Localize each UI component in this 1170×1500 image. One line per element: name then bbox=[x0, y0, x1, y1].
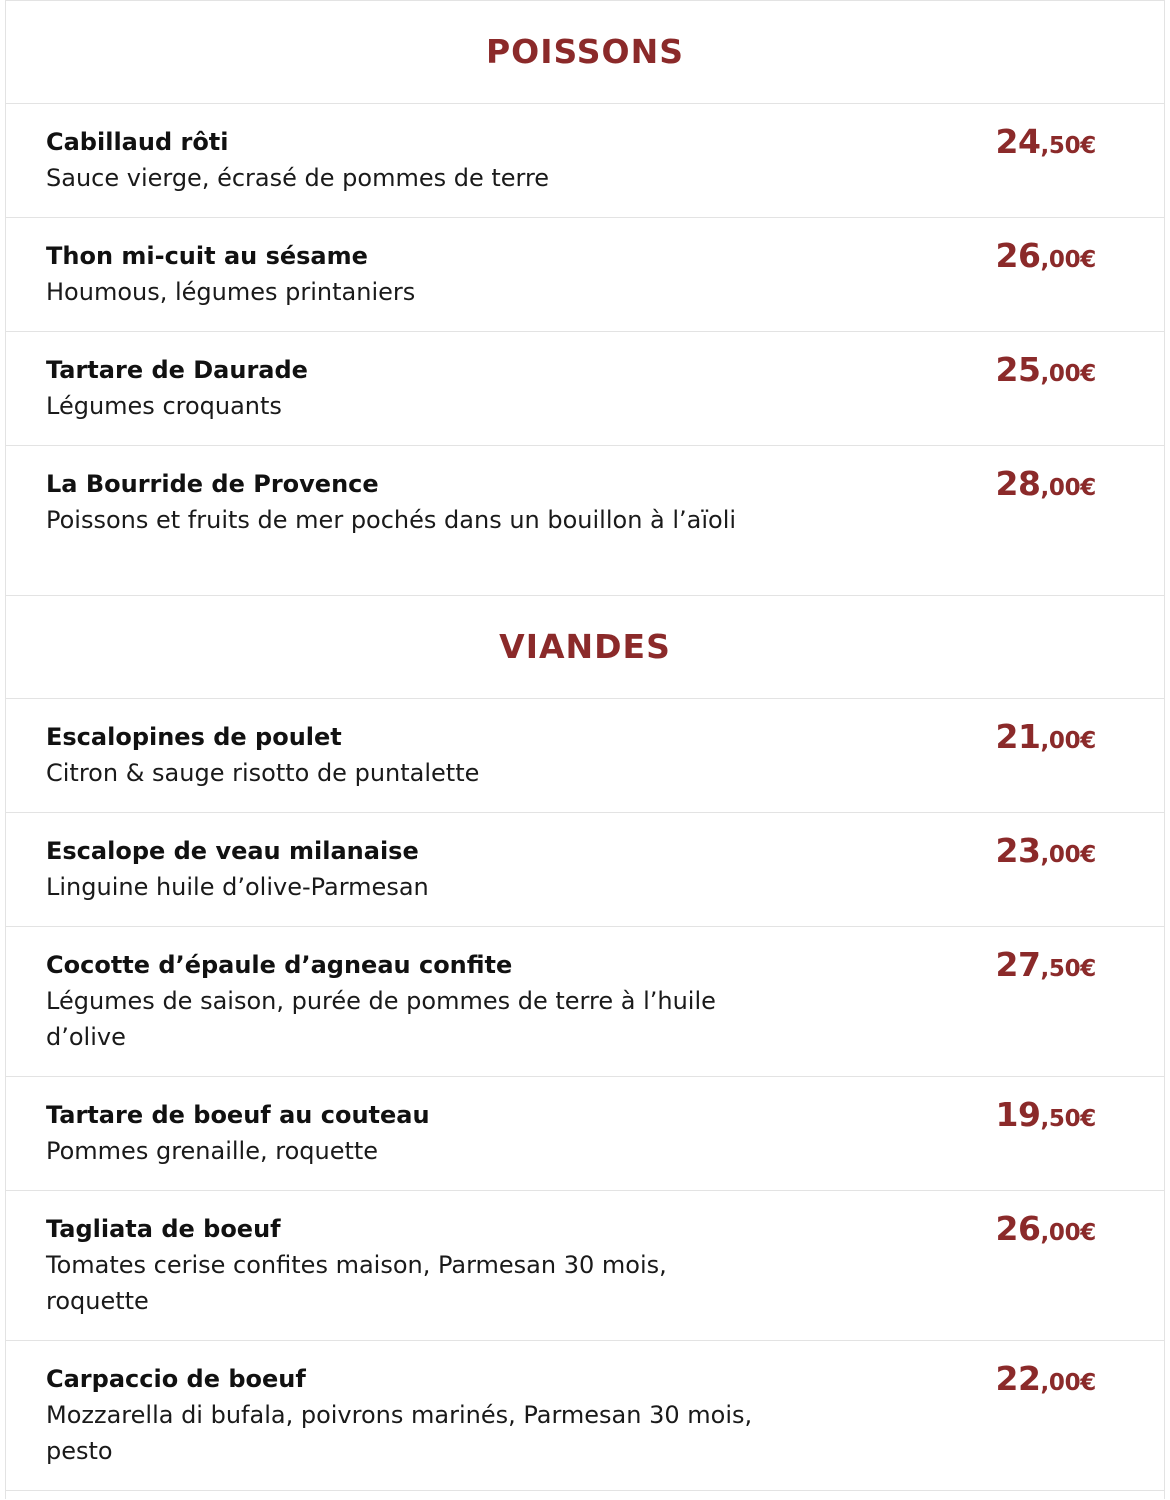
section-title: POISSONS bbox=[485, 31, 684, 71]
price-decimal: ,50€ bbox=[1040, 956, 1096, 982]
item-description: Sauce vierge, écrasé de pommes de terre bbox=[46, 164, 550, 192]
item-price bbox=[996, 1209, 1097, 1248]
price-decimal: ,00€ bbox=[1040, 361, 1096, 387]
item-name: Carpaccio de boeuf bbox=[46, 1365, 306, 1393]
item-price bbox=[996, 717, 1097, 756]
item-name: Tartare de boeuf au couteau bbox=[46, 1101, 430, 1129]
section-header-viandes bbox=[6, 596, 1164, 699]
price-decimal: ,00€ bbox=[1040, 1370, 1096, 1396]
item-name: Tagliata de boeuf bbox=[46, 1215, 281, 1243]
item-name: Escalope de veau milanaise bbox=[46, 837, 419, 865]
price-integer: 28 bbox=[995, 464, 1041, 503]
price-integer: 19 bbox=[995, 1095, 1041, 1134]
price-decimal: ,50€ bbox=[1040, 1106, 1096, 1132]
item-price bbox=[996, 350, 1097, 389]
item-description: Houmous, légumes printaniers bbox=[46, 278, 416, 306]
menu-item bbox=[6, 104, 1164, 218]
item-name: Thon mi-cuit au sésame bbox=[46, 242, 368, 270]
item-description: Linguine huile d’olive-Parmesan bbox=[46, 873, 429, 901]
item-description: Pommes grenaille, roquette bbox=[46, 1137, 379, 1165]
menu-item bbox=[6, 218, 1164, 332]
price-integer: 27 bbox=[995, 945, 1041, 984]
menu-item bbox=[6, 1077, 1164, 1191]
menu-item bbox=[6, 332, 1164, 446]
price-integer: 24 bbox=[995, 122, 1041, 161]
price-integer: 21 bbox=[995, 717, 1041, 756]
price-integer: 22 bbox=[995, 1359, 1041, 1398]
price-decimal: ,00€ bbox=[1040, 475, 1096, 501]
item-name: Tartare de Daurade bbox=[46, 356, 308, 384]
item-name: La Bourride de Provence bbox=[46, 470, 379, 498]
menu-bottom-spacer bbox=[6, 1491, 1164, 1499]
item-price bbox=[996, 1095, 1097, 1134]
price-decimal: ,00€ bbox=[1040, 842, 1096, 868]
price-integer: 23 bbox=[995, 831, 1041, 870]
item-name: Escalopines de poulet bbox=[46, 723, 342, 751]
menu-item bbox=[6, 446, 1164, 596]
price-integer: 25 bbox=[995, 350, 1041, 389]
price-decimal: ,00€ bbox=[1040, 247, 1096, 273]
section-title: VIANDES bbox=[499, 626, 671, 666]
menu-item bbox=[6, 927, 1164, 1077]
price-decimal: ,50€ bbox=[1040, 133, 1096, 159]
menu bbox=[5, 0, 1165, 1499]
section-header-poissons bbox=[6, 1, 1164, 104]
menu-item bbox=[6, 699, 1164, 813]
item-name: Cabillaud rôti bbox=[46, 128, 229, 156]
menu-item bbox=[6, 1191, 1164, 1341]
item-description: Légumes de saison, purée de pommes de terre à l’huile d’olive bbox=[46, 987, 716, 1051]
item-price bbox=[996, 122, 1097, 161]
item-description: Poissons et fruits de mer pochés dans un bouillon à l’aïoli bbox=[46, 506, 737, 534]
item-name: Cocotte d’épaule d’agneau confite bbox=[46, 951, 513, 979]
price-decimal: ,00€ bbox=[1040, 728, 1096, 754]
menu-item bbox=[6, 813, 1164, 927]
price-integer: 26 bbox=[995, 1209, 1041, 1248]
menu-item bbox=[6, 1341, 1164, 1491]
item-price bbox=[996, 1359, 1097, 1398]
item-price bbox=[996, 464, 1097, 503]
item-description: Tomates cerise confites maison, Parmesan 30 mois, roquette bbox=[46, 1251, 667, 1315]
item-price bbox=[996, 945, 1097, 984]
item-description: Citron & sauge risotto de puntalette bbox=[46, 759, 480, 787]
price-integer: 26 bbox=[995, 236, 1041, 275]
item-price bbox=[996, 236, 1097, 275]
item-description: Mozzarella di bufala, poivrons marinés, Parmesan 30 mois, pesto bbox=[46, 1401, 753, 1465]
item-description: Légumes croquants bbox=[46, 392, 282, 420]
price-decimal: ,00€ bbox=[1040, 1220, 1096, 1246]
item-price bbox=[996, 831, 1097, 870]
